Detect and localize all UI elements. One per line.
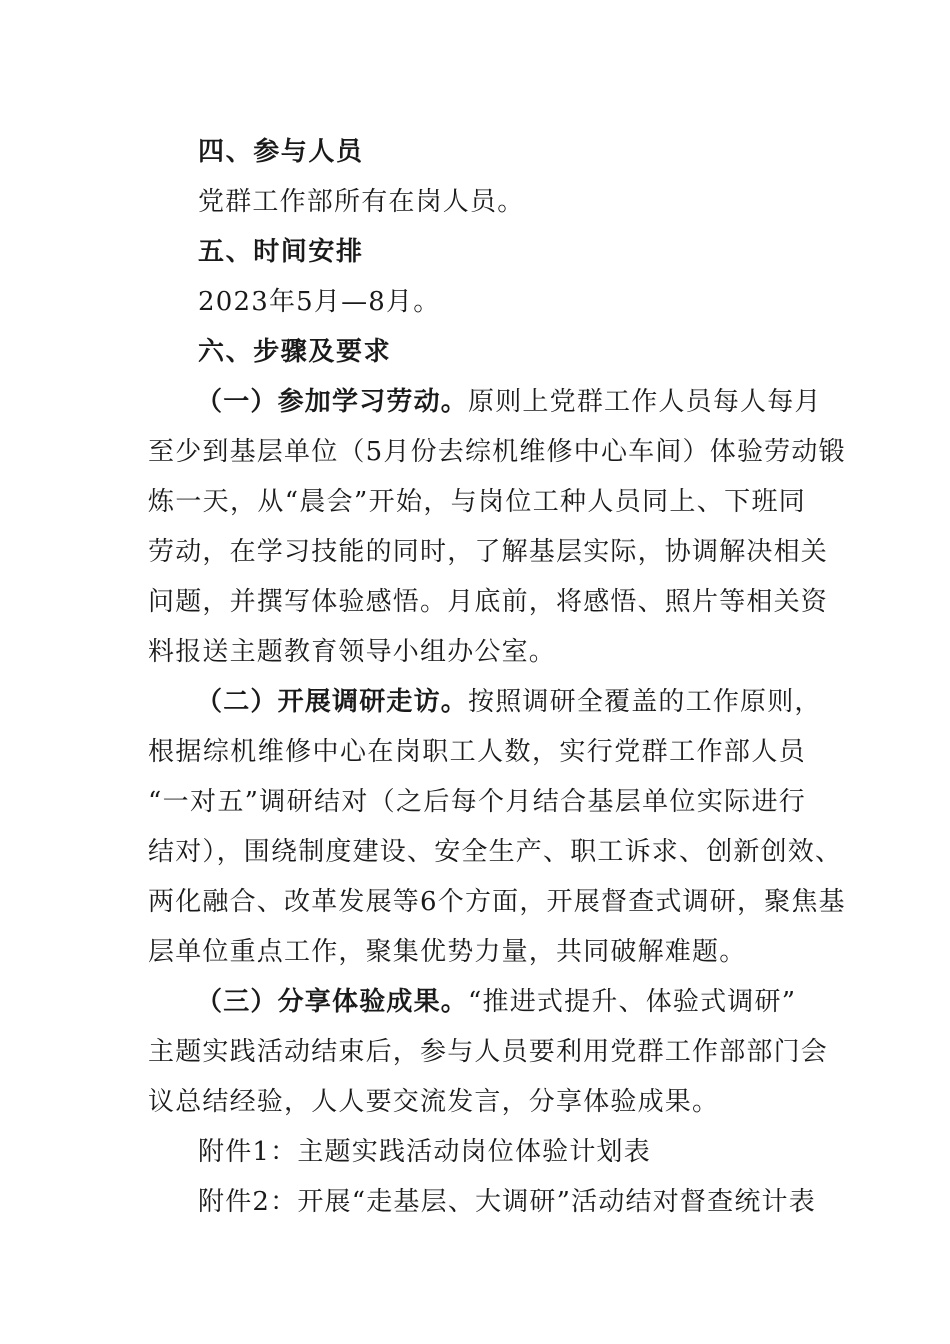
item-2-title: （二）开展调研走访。	[196, 687, 469, 717]
attachment-1: 附件1：主题实践活动岗位体验计划表	[198, 1137, 651, 1167]
item-2-line: 按照调研全覆盖的工作原则，	[468, 687, 822, 717]
section-5-heading: 五、时间安排	[198, 237, 364, 267]
item-3-first-line	[196, 986, 866, 1018]
item-1-line: 原则上党群工作人员每人每月	[468, 387, 822, 417]
section-4-body: 党群工作部所有在岗人员。	[198, 187, 525, 217]
attachment-2: 附件2：开展“走基层、大调研”活动结对督查统计表	[198, 1187, 816, 1217]
item-1-line: 至少到基层单位（5月份去综机维修中心车间）体验劳动锻	[148, 437, 846, 467]
item-1-line: 劳动，在学习技能的同时，了解基层实际，协调解决相关	[148, 537, 829, 567]
section-5-body: 2023年5月—8月。	[198, 287, 441, 317]
item-2-line: “一对五”调研结对（之后每个月结合基层单位实际进行	[148, 787, 806, 817]
section-4-heading: 四、参与人员	[198, 137, 364, 167]
item-1-line: 料报送主题教育领导小组办公室。	[148, 637, 557, 667]
item-2-line: 层单位重点工作，聚集优势力量，共同破解难题。	[148, 937, 747, 967]
item-1-title: （一）参加学习劳动。	[196, 387, 469, 417]
item-2-line: 根据综机维修中心在岗职工人数，实行党群工作部人员	[148, 737, 806, 767]
item-2-line: 两化融合、改革发展等6个方面，开展督查式调研，聚焦基	[148, 887, 846, 917]
item-3-line: 议总结经验，人人要交流发言，分享体验成果。	[148, 1087, 720, 1117]
item-3-line: “推进式提升、体验式调研”	[468, 987, 797, 1017]
item-1-first-line	[196, 386, 866, 418]
item-3-title: （三）分享体验成果。	[196, 987, 469, 1017]
section-6-heading: 六、步骤及要求	[198, 337, 392, 367]
item-3-line: 主题实践活动结束后，参与人员要利用党群工作部部门会	[148, 1037, 829, 1067]
item-1-line: 问题，并撰写体验感悟。月底前，将感悟、照片等相关资	[148, 587, 829, 617]
item-2-line: 结对），围绕制度建设、安全生产、职工诉求、创新创效、	[148, 837, 843, 867]
item-2-first-line	[196, 686, 866, 718]
item-1-line: 炼一天，从“晨会”开始，与岗位工种人员同上、下班同	[148, 487, 806, 517]
